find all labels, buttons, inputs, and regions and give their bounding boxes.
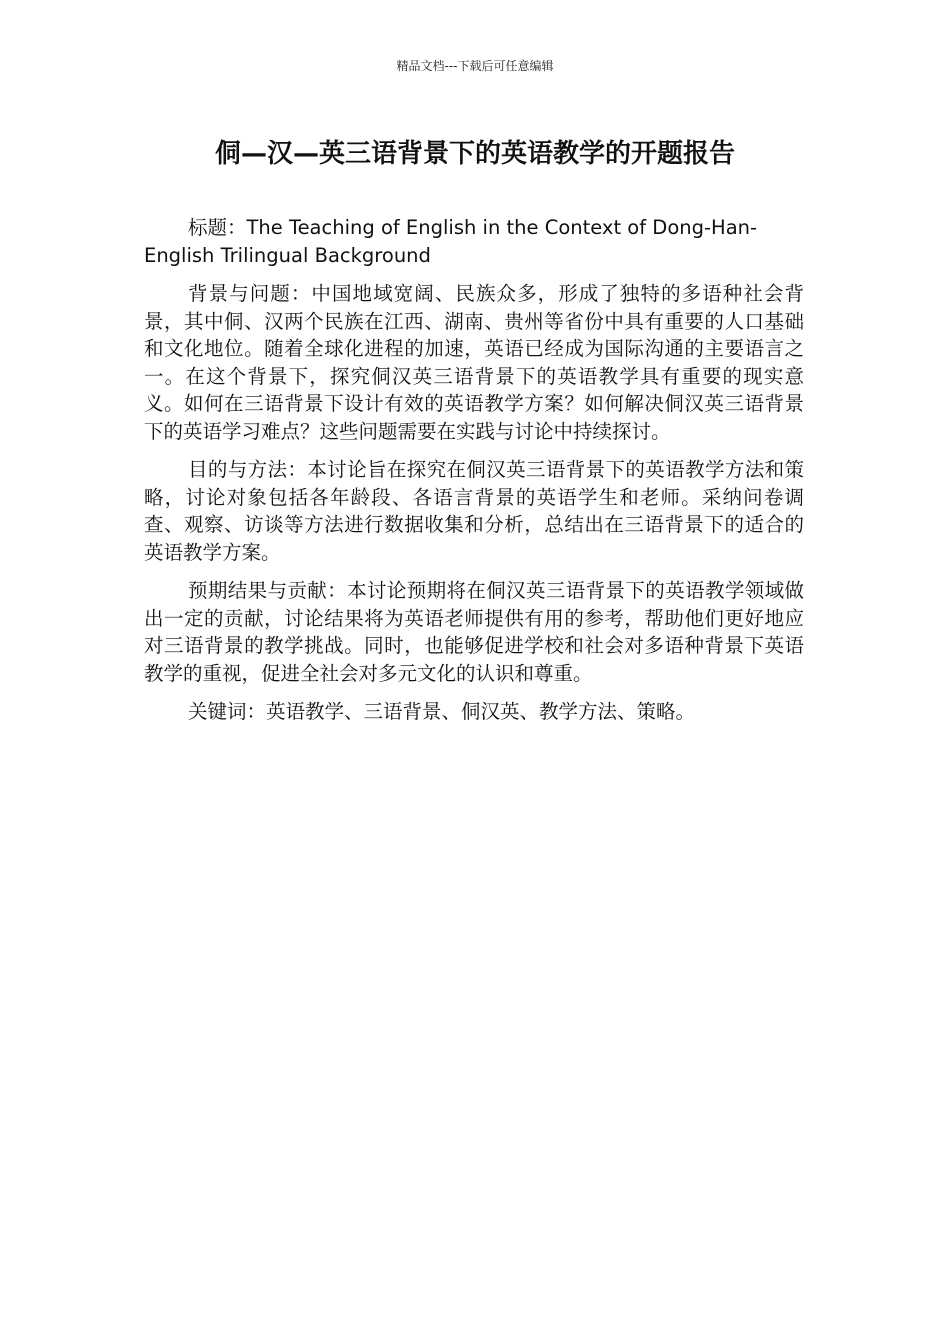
keywords-paragraph: 关键词：英语教学、三语背景、侗汉英、教学方法、策略。: [188, 700, 696, 723]
document-body: [144, 214, 804, 737]
page-header: 精品文档---下载后可任意编辑: [396, 59, 554, 73]
expected-results-paragraph: 预期结果与贡献：本讨论预期将在侗汉英三语背景下的英语教学领域做出一定的贡献，讨论结果将为英语老师提供有用的参考，帮助他们更好地应对三语背景的教学挑战。同时，也能够促进学校和社会对多语种背景下英语教学的重视，促进全社会对多元文化的认识和尊重。: [144, 579, 804, 685]
document-title: 侗—汉—英三语背景下的英语教学的开题报告: [214, 139, 735, 169]
purpose-method-paragraph: 目的与方法：本讨论旨在探究在侗汉英三语背景下的英语教学方法和策略，讨论对象包括各年龄段、各语言背景的英语学生和老师。采纳问卷调查、观察、访谈等方法进行数据收集和分析，总结出在三语背景下的适合的英语教学方案。: [144, 458, 804, 564]
english-title-paragraph: 标题：The Teaching of English in the Context of Dong-Han-English Trilingual Background: [144, 216, 758, 267]
background-paragraph: 背景与问题：中国地域宽阔、民族众多，形成了独特的多语种社会背景，其中侗、汉两个民族在江西、湖南、贵州等省份中具有重要的人口基础和文化地位。随着全球化进程的加速，英语已经成为国际沟通的主要语言之一。在这个背景下，探究侗汉英三语背景下的英语教学具有重要的现实意义。如何在三语背景下设计有效的英语教学方案？如何解决侗汉英三语背景下的英语学习难点？这些问题需要在实践与讨论中持续探讨。: [144, 282, 804, 443]
